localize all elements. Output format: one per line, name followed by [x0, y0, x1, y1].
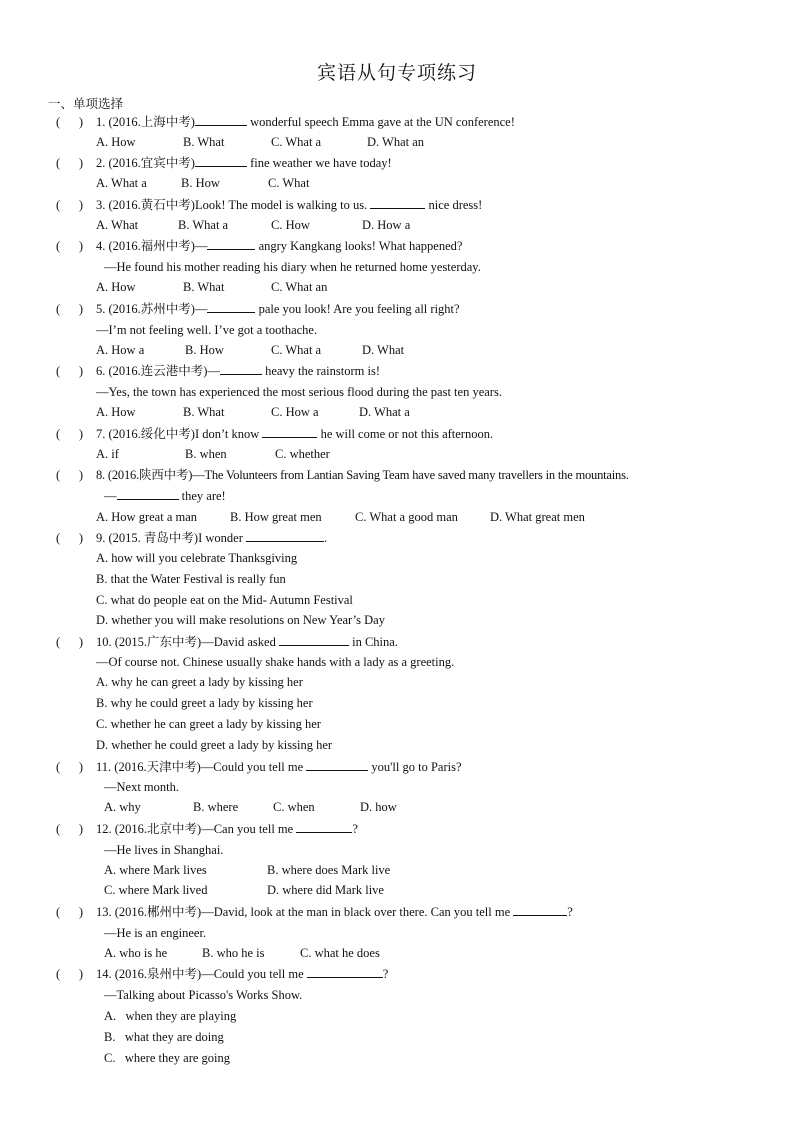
answer-paren: ( ): [56, 156, 84, 170]
option: C. How a: [271, 405, 319, 419]
dialogue-reply: —He is an engineer.: [104, 926, 207, 940]
option: B. why he could greet a lady by kissing her: [96, 696, 313, 710]
option: C. what he does: [300, 946, 380, 960]
section-heading: 一、单项选择: [48, 96, 124, 111]
option: C. What a good man: [355, 510, 458, 524]
page-title: 宾语从句专项练习: [316, 62, 477, 84]
question-stem: 3. (2016.黄石中考)Look! The model is walking to us. nice dress!: [96, 198, 483, 212]
dialogue-reply: —He found his mother reading his diary when he returned home yesterday.: [104, 260, 481, 274]
question-stem: 4. (2016.福州中考)— angry Kangkang looks! What happened?: [96, 239, 463, 253]
option: D. What a: [359, 405, 410, 419]
option: C. What a: [271, 343, 322, 357]
dialogue-reply: —Yes, the town has experienced the most serious flood during the past ten years.: [96, 385, 502, 399]
option: B. How: [185, 343, 224, 357]
dialogue-reply: —He lives in Shanghai.: [104, 843, 224, 857]
option: B. when: [185, 447, 227, 461]
answer-paren: ( ): [56, 635, 84, 649]
option: A. How: [96, 135, 136, 149]
answer-paren: ( ): [56, 967, 84, 981]
option: B. How great men: [230, 510, 322, 524]
question-stem: 9. (2015. 青岛中考)I wonder .: [96, 531, 328, 545]
option: A. when they are playing: [104, 1009, 237, 1023]
answer-blank: [307, 966, 383, 978]
option: C. What: [268, 176, 310, 190]
option: C. when: [273, 800, 315, 814]
option: B. where: [193, 800, 239, 814]
dialogue-reply: —Next month.: [104, 780, 179, 794]
option: C. where Mark lived: [104, 883, 208, 897]
answer-blank: [195, 155, 247, 167]
option: A. why he can greet a lady by kissing her: [96, 675, 303, 689]
dialogue-reply: —Talking about Picasso's Works Show.: [104, 988, 303, 1002]
answer-blank: [220, 363, 262, 375]
option: B. What a: [178, 218, 229, 232]
answer-paren: ( ): [56, 364, 84, 378]
option: D. How a: [362, 218, 411, 232]
answer-blank: [207, 238, 255, 250]
answer-blank: [246, 530, 324, 542]
answer-paren: ( ): [56, 427, 84, 441]
question-stem: 7. (2016.绥化中考)I don’t know he will come or not this afternoon.: [96, 427, 494, 441]
option: B. What: [183, 135, 225, 149]
option: D. whether you will make resolutions on New Year’s Day: [96, 613, 385, 627]
answer-blank: [296, 821, 352, 833]
answer-blank: [306, 759, 368, 771]
answer-blank: [195, 114, 247, 126]
option: A. if: [96, 447, 119, 461]
option: D. What great men: [490, 510, 585, 524]
option: D. What: [362, 343, 405, 357]
option: D. whether he could greet a lady by kissing her: [96, 738, 333, 752]
option: A. How: [96, 280, 136, 294]
answer-paren: ( ): [56, 531, 84, 545]
option: B. How: [181, 176, 220, 190]
answer-paren: ( ): [56, 760, 84, 774]
option: D. where did Mark live: [267, 883, 384, 897]
option: A. why: [104, 800, 141, 814]
answer-blank: [370, 197, 425, 209]
option: C. where they are going: [104, 1051, 231, 1065]
option: B. where does Mark live: [267, 863, 391, 877]
answer-blank: [117, 488, 179, 500]
question-stem: 5. (2016.苏州中考)— pale you look! Are you feeling all right?: [96, 302, 460, 316]
option: D. how: [360, 800, 397, 814]
answer-blank: [279, 634, 349, 646]
option: B. What: [183, 280, 225, 294]
option: C. whether: [275, 447, 330, 461]
option: B. what they are doing: [104, 1030, 224, 1044]
question-stem: 13. (2016.郴州中考)—David, look at the man in black over there. Can you tell me ?: [96, 905, 573, 919]
option: B. What: [183, 405, 225, 419]
answer-blank: [207, 301, 255, 313]
question-stem: 12. (2016.北京中考)—Can you tell me ?: [96, 822, 358, 836]
answer-paren: ( ): [56, 468, 84, 482]
answer-paren: ( ): [56, 302, 84, 316]
option: A. What a: [96, 176, 147, 190]
question-stem: 2. (2016.宜宾中考) fine weather we have today!: [96, 156, 392, 170]
option: C. How: [271, 218, 310, 232]
dialogue-reply: — they are!: [104, 489, 226, 503]
option: C. what do people eat on the Mid- Autumn Festival: [96, 593, 353, 607]
question-stem: 8. (2016.陕西中考)—The Volunteers from Lantian Saving Team have saved many travellers in the mountains.: [96, 468, 629, 482]
question-stem: 6. (2016.连云港中考)— heavy the rainstorm is!: [96, 364, 380, 378]
dialogue-reply: —I’m not feeling well. I’ve got a toothache.: [96, 323, 318, 337]
question-stem: 14. (2016.泉州中考)—Could you tell me ?: [96, 967, 389, 981]
answer-paren: ( ): [56, 239, 84, 253]
option: C. What an: [271, 280, 328, 294]
answer-blank: [262, 426, 317, 438]
answer-blank: [513, 904, 567, 916]
option: A. How great a man: [96, 510, 198, 524]
option: D. What an: [367, 135, 425, 149]
question-stem: 1. (2016.上海中考) wonderful speech Emma gave at the UN conference!: [96, 115, 515, 129]
option: A. how will you celebrate Thanksgiving: [96, 551, 298, 565]
option: B. who he is: [202, 946, 265, 960]
option: A. where Mark lives: [104, 863, 207, 877]
option: A. How: [96, 405, 136, 419]
question-stem: 10. (2015.广东中考)—David asked in China.: [96, 635, 398, 649]
option: B. that the Water Festival is really fun: [96, 572, 286, 586]
option: C. What a: [271, 135, 322, 149]
option: A. What: [96, 218, 139, 232]
answer-paren: ( ): [56, 198, 84, 212]
answer-paren: ( ): [56, 115, 84, 129]
answer-paren: ( ): [56, 822, 84, 836]
dialogue-reply: —Of course not. Chinese usually shake hands with a lady as a greeting.: [96, 655, 455, 669]
option: C. whether he can greet a lady by kissing her: [96, 717, 321, 731]
option: A. How a: [96, 343, 145, 357]
option: A. who is he: [104, 946, 168, 960]
question-stem: 11. (2016.天津中考)—Could you tell me you'll go to Paris?: [96, 760, 462, 774]
answer-paren: ( ): [56, 905, 84, 919]
